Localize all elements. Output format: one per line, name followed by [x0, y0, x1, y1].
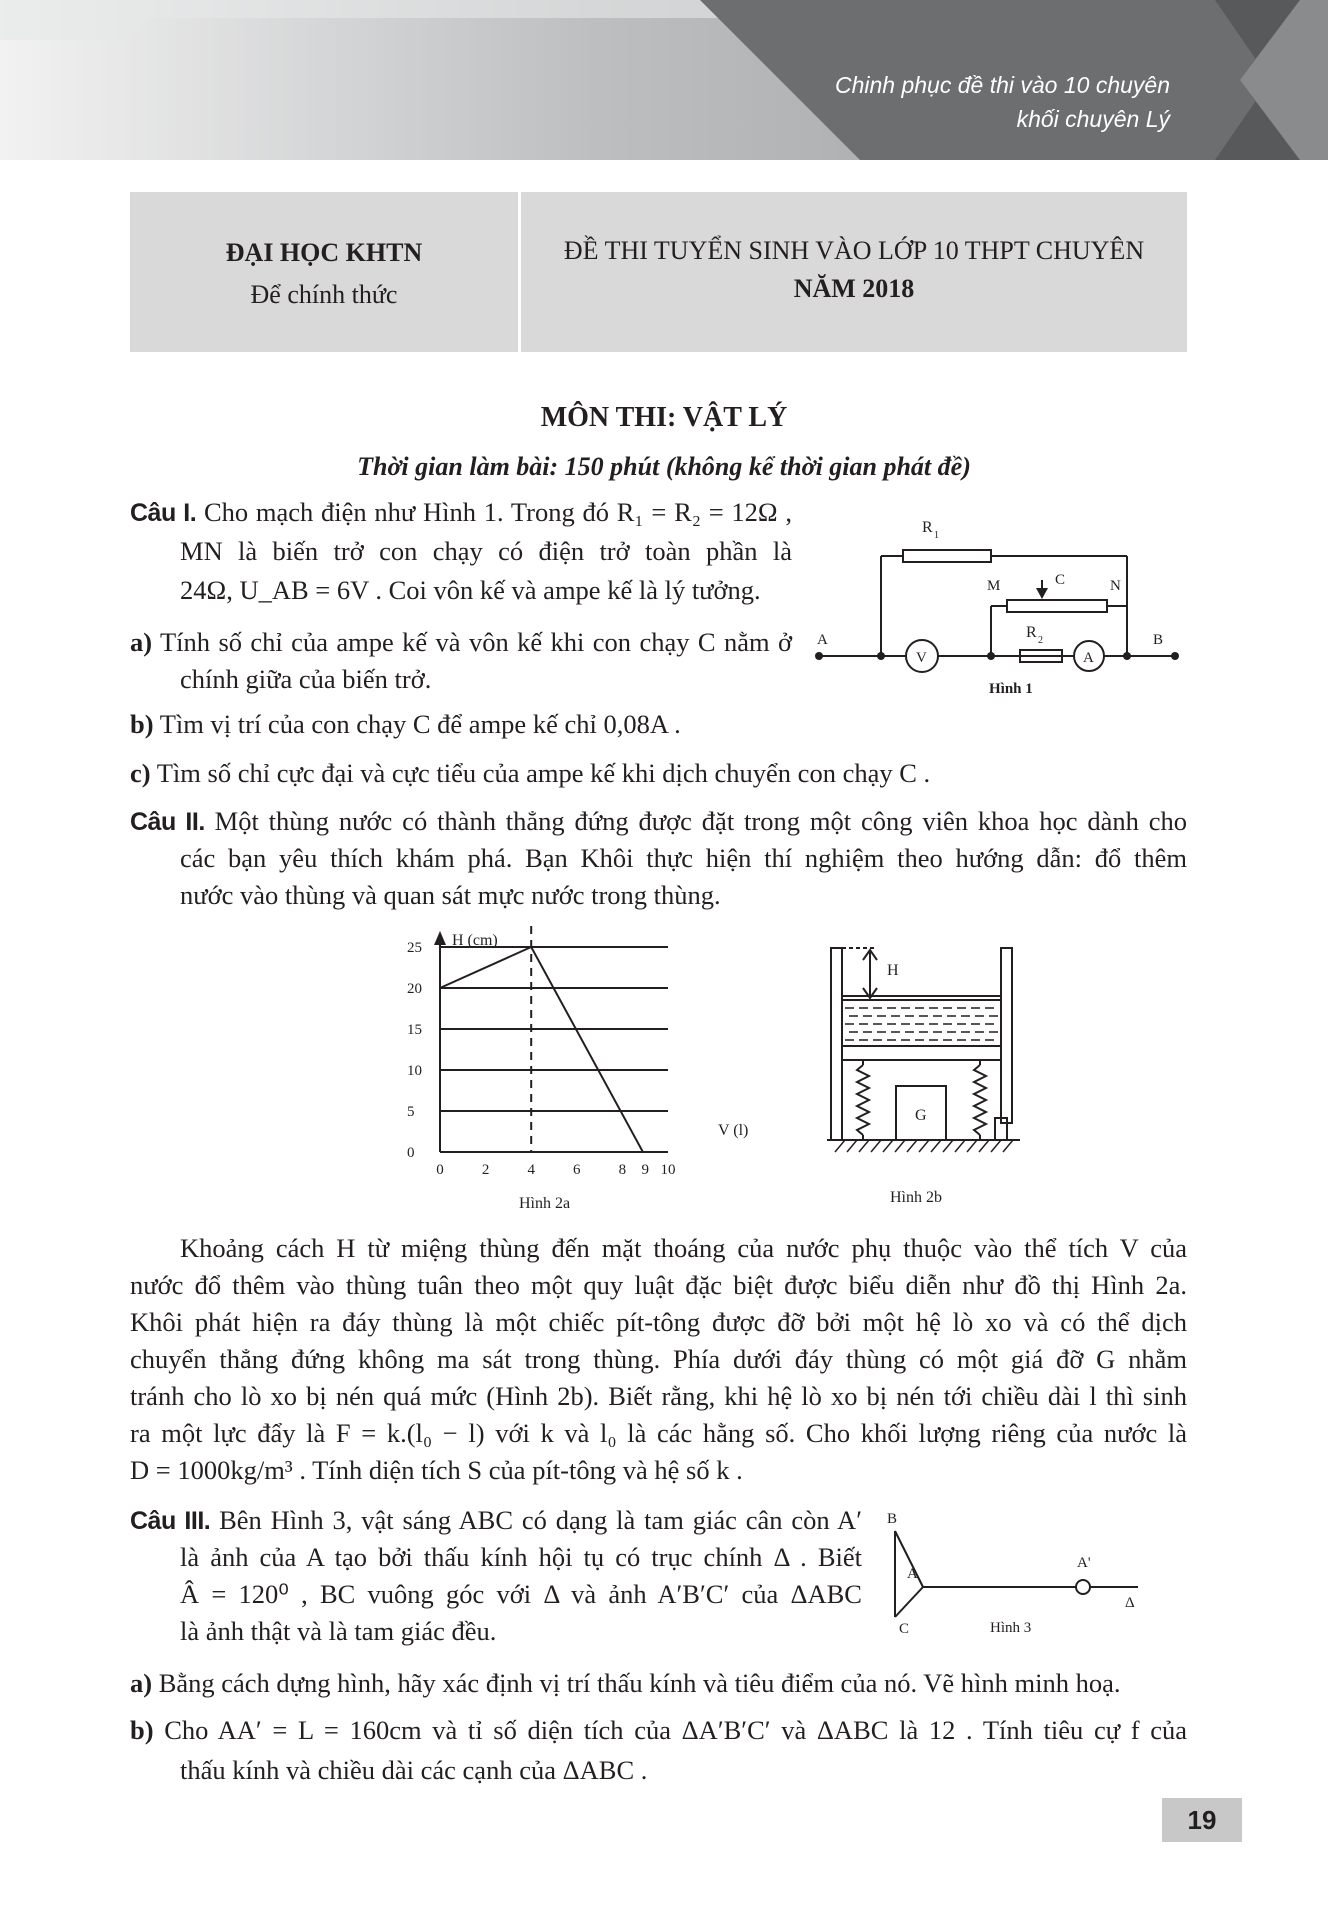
q1-line1-text: Cho mạch điện như Hình 1. Trong đó R₁ = R₂ = 12Ω , — [203, 497, 792, 527]
q3-label: Câu III. — [130, 1507, 211, 1535]
fig1-r1: R — [922, 519, 933, 536]
fig3-a-prime: A' — [1077, 1555, 1091, 1571]
page-number: 19 — [1187, 1805, 1217, 1835]
chart-x-tick-label: 6 — [573, 1162, 581, 1178]
q1-c — [130, 755, 930, 792]
q1-line1 — [130, 494, 792, 532]
q1-a-line2: chính giữa của biến trở. — [180, 664, 432, 694]
chart-y-tick-label: 20 — [407, 981, 422, 997]
exam-year: NĂM 2018 — [793, 274, 915, 303]
q1-line3: 24Ω, U_AB = 6V . Coi vôn kế và ampe kế là lý tưởng. — [180, 575, 761, 605]
chart-y-tick-label: 15 — [407, 1022, 422, 1038]
q3-b-label: b) — [130, 1715, 154, 1745]
chart-x-tick-label: 0 — [436, 1162, 444, 1178]
fig1-n: N — [1110, 578, 1121, 594]
q1-line2: MN là biến trở con chạy có điện trở toàn phần là — [180, 536, 792, 566]
chart-marks — [440, 925, 643, 1152]
q1-b — [130, 706, 681, 743]
chart-series-line — [440, 947, 643, 1152]
fig1-r1-sub: 1 — [934, 530, 939, 541]
q2-line3: nước vào thùng và quan sát mực nước trong thùng. — [180, 880, 721, 910]
figure-3-optics — [885, 1505, 1150, 1640]
fig3-b: B — [887, 1511, 898, 1527]
q1-b-label: b) — [130, 709, 154, 739]
q2-para-line6: ra một lực đẩy là F = k.(l₀ − l) với k và l₀ là các hằng số. Cho khối lượng riêng của nước là — [130, 1418, 1187, 1448]
q3-b-text: Cho AA′ = L = 160cm và tỉ số diện tích của ΔA′B′C′ và ΔABC là 12 . Tính tiêu cự f của — [164, 1715, 1188, 1745]
q2-line2: các bạn yêu thích khám phá. Bạn Khôi thực hiện thí nghiệm theo hướng dẫn: đổ thêm — [180, 843, 1187, 873]
chart-ylabel: H (cm) — [452, 932, 498, 949]
chart-caption: Hình 2a — [519, 1195, 571, 1212]
exam-kind: Để chính thức — [250, 280, 398, 309]
chart-xlabel: V (l) — [718, 1122, 749, 1139]
q2-para-last: D = 1000kg/m³ . Tính diện tích S của pít-tông và hệ số k . — [130, 1455, 743, 1485]
q2-para-line1: Khoảng cách H từ miệng thùng đến mặt thoáng của nước phụ thuộc vào thể tích V của — [180, 1233, 1187, 1263]
info-left — [130, 232, 518, 316]
figure-2b-tank — [825, 940, 1020, 1185]
chart-y-tick-label: 25 — [407, 940, 422, 956]
page-number-box — [1162, 1798, 1242, 1842]
chart-y-tick-label: 0 — [407, 1145, 415, 1161]
fig3-a: A — [907, 1566, 918, 1582]
q3-a-label: a) — [130, 1668, 153, 1698]
fig3-delta: Δ — [1125, 1595, 1135, 1611]
q2-line1-text: Một thùng nước có thành thẳng đứng được đặt trong một công viên khoa học dành cho — [214, 806, 1187, 836]
figure-2a-chart — [395, 925, 780, 1215]
q3-line1 — [130, 1502, 862, 1540]
q3-b-line2: thấu kính và chiều dài các cạnh của ΔABC . — [180, 1755, 648, 1785]
fig1-c: C — [1055, 572, 1066, 588]
info-right — [521, 232, 1187, 308]
fig1-m: M — [987, 578, 1001, 594]
q1-a-line1 — [130, 624, 792, 661]
chart-y-arrow — [434, 931, 446, 945]
q1-c-label: c) — [130, 758, 151, 788]
chart-x-tick-label: 4 — [527, 1162, 535, 1178]
subject-title: MÔN THI: VẬT LÝ — [540, 402, 788, 433]
fig1-a: A — [817, 632, 828, 648]
q3-line3: Â = 120⁰ , BC vuông góc với Δ và ảnh A′B′C′ của ΔABC — [180, 1579, 862, 1609]
fig1-caption: Hình 1 — [989, 681, 1033, 697]
chart-x-tick-label: 8 — [618, 1162, 627, 1178]
chart-x-tick-label: 2 — [481, 1162, 490, 1178]
fig3-caption: Hình 3 — [990, 1620, 1032, 1636]
q1-b-text: Tìm vị trí của con chạy C để ampe kế chỉ 0,08A . — [159, 709, 681, 739]
q1-a-text: Tính số chỉ của ampe kế và vôn kế khi con chạy C nằm ở — [160, 627, 792, 657]
q3-a-text: Bằng cách dựng hình, hãy xác định vị trí thấu kính và tiêu điểm của nó. Vẽ hình minh hoạ. — [158, 1668, 1121, 1698]
fig2b-g-label: G — [915, 1107, 927, 1124]
q3-b-line1 — [130, 1712, 1187, 1749]
chart-x-tick-label: 9 — [641, 1162, 649, 1178]
book-title — [835, 68, 1170, 136]
fig1-voltmeter-label: V — [916, 650, 927, 666]
q3-a — [130, 1665, 1120, 1702]
school-name: ĐẠI HỌC KHTN — [225, 238, 423, 267]
q2-para-line5: tránh cho lò xo bị nén quá mức (Hình 2b). Biết rằng, khi hệ lò xo bị nén tới chiều dài l thì sinh — [130, 1381, 1187, 1411]
q3-line2: là ảnh của A tạo bởi thấu kính hội tụ có trục chính Δ . Biết — [180, 1542, 862, 1572]
exam-title: ĐỀ THI TUYỂN SINH VÀO LỚP 10 THPT CHUYÊN — [563, 236, 1145, 265]
figure-1-circuit — [805, 510, 1180, 700]
q2-line1 — [130, 803, 1187, 841]
duration: Thời gian làm bài: 150 phút (không kể thời gian phát đề) — [357, 452, 971, 481]
fig3-c: C — [899, 1621, 910, 1637]
q1-c-text: Tìm số chỉ cực đại và cực tiểu của ampe kế khi dịch chuyển con chạy C . — [156, 758, 931, 788]
q3-line1-text: Bên Hình 3, vật sáng ABC có dạng là tam giác cân còn A′ — [219, 1505, 862, 1535]
fig1-r2-sub: 2 — [1038, 635, 1043, 646]
exam-info-box — [130, 192, 1187, 352]
q1-a-label: a) — [130, 627, 153, 657]
q2-para-line2: nước đổ thêm vào thùng tuân theo một quy luật đặc biệt được biểu diễn như đồ thị Hình 2a. — [130, 1270, 1187, 1300]
q2-label: Câu II. — [130, 808, 205, 836]
fig1-b: B — [1153, 632, 1164, 648]
book-title-line1: Chinh phục đề thi vào 10 chuyên — [834, 72, 1170, 98]
q1-label: Câu I. — [130, 499, 197, 527]
q2-para-line4: chuyển thẳng đứng không ma sát trong thùng. Phía dưới đáy thùng có một giá đỡ G nhằm — [130, 1344, 1187, 1374]
fig1-r2: R — [1026, 624, 1037, 641]
q2-para-line3: Khôi phát hiện ra đáy thùng là một chiếc pít-tông được đỡ bởi một hệ lò xo và có thể dịch — [130, 1307, 1187, 1337]
q3-line4: là ảnh thật và là tam giác đều. — [180, 1616, 497, 1646]
chart-y-tick-label: 10 — [407, 1063, 422, 1079]
book-title-line2: khối chuyên Lý — [1016, 106, 1170, 132]
fig1-ammeter-label: A — [1083, 650, 1094, 666]
chart-x-tick-label: 10 — [660, 1162, 676, 1178]
fig2b-h-label: H — [887, 962, 899, 979]
fig2b-caption-text: Hình 2b — [890, 1189, 942, 1206]
chart-y-tick-label: 5 — [407, 1104, 415, 1120]
chart-gridlines — [407, 925, 676, 1178]
